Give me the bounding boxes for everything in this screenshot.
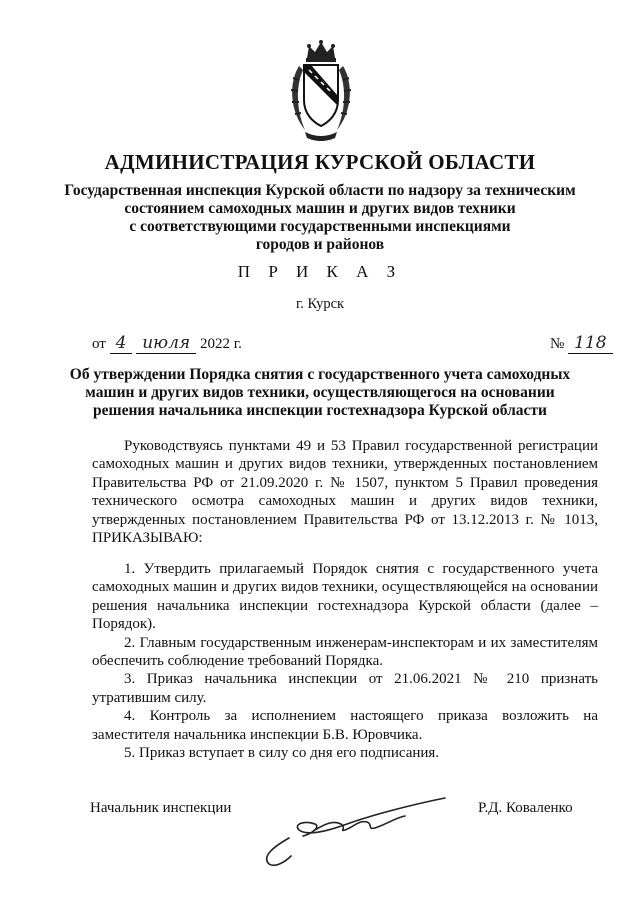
order-item: 1. Утвердить прилагаемый Порядок снятия с государственного учета самоходных машин и других видов техники, осуществляющейся на основании решения начальника инспекции гостехнадзора Курской области (далее – Порядок). [92,561,598,633]
signer-name: Р.Д. Коваленко [478,800,573,816]
inspectorate-name [0,182,640,254]
order-items-list [92,560,598,762]
preamble-paragraph [92,437,598,547]
preamble-text: Руководствуясь пунктами 49 и 53 Правил государственной регистрации самоходных машин и других видов техники, утвержденных постановлением Правительства РФ от 21.09.2020 г. № 1507, пунктом 5 Правил проведения технического осмотра самоходных машин и других видов техники, утвержденных постановлением Правительства РФ от 13.12.2013 г. № 1013, ПРИКАЗЫВАЮ: [92,438,598,547]
date-prefix: от [92,336,106,352]
date-month-handwritten: июля [136,333,196,354]
city-label: г. Курск [295,296,345,312]
subject-line: Об утверждении Порядка снятия с государственного учета самоходных [69,366,571,383]
signer-title: Начальник инспекции [90,800,232,816]
order-item: 3. Приказ начальника инспекции от 21.06.2021 № 210 признать утратившим силу. [92,671,598,706]
organization-title: АДМИНИСТРАЦИЯ КУРСКОЙ ОБЛАСТИ [104,150,536,174]
subject-line: решения начальника инспекции гостехнадзора Курской области [93,402,547,419]
inspectorate-line: Государственная инспекция Курской области по надзору за техническим [64,182,576,199]
document-type: П Р И К А З [237,262,403,281]
inspectorate-line: состоянием самоходных машин и других видов техники [124,200,516,217]
order-item: 2. Главным государственным инженерам-инспекторам и их заместителям обеспечить соблюдение требований Порядка. [92,634,598,670]
order-item: 5. Приказ вступает в силу со дня его подписания. [124,745,440,762]
order-item: 4. Контроль за исполнением настоящего приказа возложить на заместителя начальника инспекции Б.В. Юровчика. [92,708,598,743]
number-prefix: № [550,336,565,352]
number-handwritten: 118 [568,333,612,354]
handwritten-signature [255,790,455,870]
order-number [550,333,613,354]
inspectorate-line: городов и районов [255,236,385,253]
coat-of-arms-emblem [285,38,357,146]
date-year: 2022 г. [199,336,242,352]
date-day-handwritten: 4 [110,333,133,354]
order-subject [0,366,640,420]
inspectorate-line: с соответствующими государственными инспекциями [129,218,511,235]
subject-line: машин и других видов техники, осуществляющегося на основании [85,384,555,401]
order-date [92,333,242,354]
